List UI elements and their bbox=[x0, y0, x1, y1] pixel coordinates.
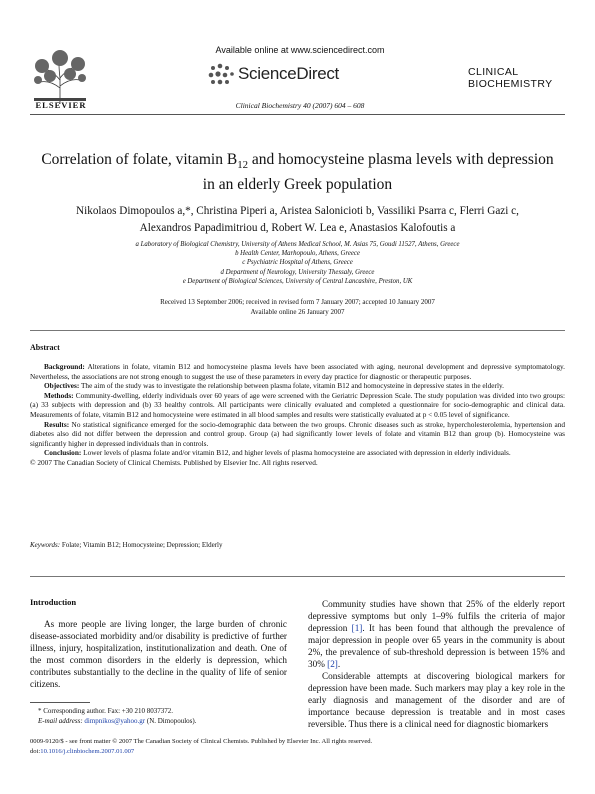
header-divider bbox=[30, 114, 565, 115]
conclusion-label: Conclusion: bbox=[44, 448, 82, 458]
keywords-label: Keywords: bbox=[30, 541, 61, 549]
objectives-label: Objectives: bbox=[44, 381, 80, 391]
article-title bbox=[40, 150, 555, 195]
affiliation-c: c Psychiatric Hospital of Athens, Greece bbox=[242, 259, 353, 267]
issn-line: 0009-9120/$ - see front matter © 2007 The Canadian Society of Clinical Chemists. Published by Elsevier Inc. All rights reserved. bbox=[30, 738, 373, 745]
divider bbox=[30, 330, 565, 331]
doi-line bbox=[30, 747, 565, 757]
article-dates bbox=[60, 297, 535, 317]
left-column bbox=[30, 618, 287, 690]
journal-name-line2: BIOCHEMISTRY bbox=[468, 78, 553, 90]
methods-text: Community-dwelling, elderly individuals over 60 years of age were screened with the Geriatric Depression Scale. The study population was divided into two groups: (a) 33 subjects with depression and (b) 33 healthy controls. All participants were clinically evaluated and completed a questionnaire for socio-demographic and clinical data. Measurements of folate, vitamin B12 and homocysteine were estimated in all blood samples and results were statistically evaluated at p < 0.05 level of significance. bbox=[30, 390, 565, 419]
footnote bbox=[30, 706, 300, 726]
reference-link-2[interactable]: [2] bbox=[327, 659, 338, 669]
abstract-copyright: © 2007 The Canadian Society of Clinical Chemists. Published by Elsevier Inc. All rights reserved. bbox=[30, 457, 318, 467]
available-date: Available online 26 January 2007 bbox=[250, 308, 345, 316]
intro-paragraph-1: As more people are living longer, the large burden of chronic disease-associated morbidity and/or disability is predictive of further illness, injury, hospitalization, institutionalization and death. One of the most common disorders in the elderly is depression, which contributes substantially to the decline in the quality of life of senior citizens. bbox=[30, 619, 287, 689]
right-paragraph-2: Considerable attempts at discovering biological markers for depression have been made. Such markers may play a key role in the early diagnosis and management of the disorder and are of importance because depression is treatable and in most cases reversible. Thus there is a clinical need for diagnostic biomarkers bbox=[308, 671, 565, 729]
background-label: Background: bbox=[44, 362, 85, 371]
methods-label: Methods: bbox=[44, 390, 74, 400]
journal-citation: Clinical Biochemistry 40 (2007) 604 – 608 bbox=[235, 101, 365, 110]
doi-link[interactable]: 10.1016/j.clinbiochem.2007.01.007 bbox=[40, 747, 135, 755]
journal-name bbox=[468, 66, 553, 90]
results-text: No statistical significance emerged for the socio-demographic data between the two groups. Chronic diseases such as stroke, hypercholesterolemia, hypertension and diabetes also did not differ between the depression and control group. Group (a) had significantly lower levels of folate and vitamin B12 than group (b). Homocysteine was significantly higher in depressed individuals than in controls. bbox=[30, 419, 565, 448]
title-subscript: 12 bbox=[237, 159, 249, 172]
title-part2: and homocysteine plasma levels with depression in an elderly Greek population bbox=[202, 151, 554, 194]
abstract-results bbox=[30, 420, 565, 449]
available-online-text: Available online at www.sciencedirect.com bbox=[215, 45, 385, 55]
background-text: Alterations in folate, vitamin B12 and homocysteine plasma levels have been associated with aging, neuronal development and depressive symptomatology. Nevertheless, the associations are not strong enough to suggest the use of these parameters in every day practice for diagnostic or therapeutic purposes. bbox=[30, 362, 565, 381]
divider bbox=[30, 576, 565, 577]
affiliation-d: d Department of Neurology, University Thessaly, Greece bbox=[220, 268, 375, 276]
email-link[interactable]: dimpnikos@yahoo.gr bbox=[84, 717, 146, 725]
right-column bbox=[308, 598, 565, 730]
conclusion-text: Lower levels of plasma folate and/or vitamin B12, and higher levels of plasma homocysteine are associated with depression in elderly individuals. bbox=[81, 448, 511, 458]
affiliations bbox=[60, 240, 535, 286]
keywords bbox=[30, 541, 565, 549]
sciencedirect-wordmark: ScienceDirect bbox=[238, 64, 339, 83]
right-p1-text-a: Community studies have shown that 25% of the elderly report depressive symptoms but only 1–9% fulfils the criteria of major depression bbox=[308, 599, 565, 633]
abstract-objectives bbox=[30, 381, 565, 391]
reference-link-1[interactable]: [1] bbox=[351, 623, 363, 633]
abstract-methods bbox=[30, 391, 565, 420]
right-paragraph-1 bbox=[308, 598, 565, 670]
corresponding-author: * Corresponding author. Fax: +30 210 8037372. bbox=[38, 707, 173, 715]
results-label: Results: bbox=[44, 419, 70, 429]
author-list bbox=[30, 203, 565, 237]
authors-line2: Alexandros Papadimitriou d, Robert W. Lea e, Anastasios Kalofoutis a bbox=[139, 222, 456, 234]
authors-line1: Nikolaos Dimopoulos a,*, Christina Piperi a, Aristea Salonicioti b, Vassiliki Psarra c, Flerri Gazi c, bbox=[76, 205, 519, 217]
affiliation-e: e Department of Biological Sciences, University of Central Lancashire, Preston, UK bbox=[182, 277, 413, 285]
bottom-metadata bbox=[30, 737, 565, 756]
abstract-body bbox=[30, 362, 565, 468]
affiliation-a: a Laboratory of Biological Chemistry, University of Athens Medical School, M. Asias 75, Goudi 11527, Athens, Greece bbox=[135, 241, 460, 248]
email-line bbox=[30, 716, 300, 726]
journal-name-line1: CLINICAL bbox=[468, 66, 519, 78]
section-heading-introduction: Introduction bbox=[30, 597, 77, 607]
right-p1-text-b: . It has been found that although the prevalence of major depression in people over 65 years in the community is about 2%, the prevalence of sub-threshold depression is between 15% and 30% bbox=[308, 623, 565, 669]
abstract-conclusion bbox=[30, 448, 565, 458]
publisher-name: ELSEVIER bbox=[35, 100, 87, 110]
footnote-divider bbox=[30, 702, 90, 703]
abstract-background bbox=[30, 362, 565, 381]
received-dates: Received 13 September 2006; received in revised form 7 January 2007; accepted 10 January 2007 bbox=[160, 298, 435, 306]
doi-label: doi: bbox=[30, 747, 41, 755]
email-suffix: (N. Dimopoulos). bbox=[145, 717, 197, 725]
email-label: E-mail address: bbox=[38, 717, 85, 725]
affiliation-b: b Health Center, Marhopoulo, Athens, Greece bbox=[235, 250, 360, 258]
abstract-heading: Abstract bbox=[30, 343, 60, 352]
objectives-text: The aim of the study was to investigate the relationship between plasma folate, vitamin B12 and homocysteine in depressive states in the elderly. bbox=[79, 381, 504, 391]
keywords-text: Folate; Vitamin B12; Homocysteine; Depression; Elderly bbox=[60, 541, 223, 549]
right-p1-text-c: . bbox=[337, 659, 341, 669]
title-part1: Correlation of folate, vitamin B bbox=[41, 151, 238, 168]
elsevier-tree-icon bbox=[30, 48, 90, 106]
